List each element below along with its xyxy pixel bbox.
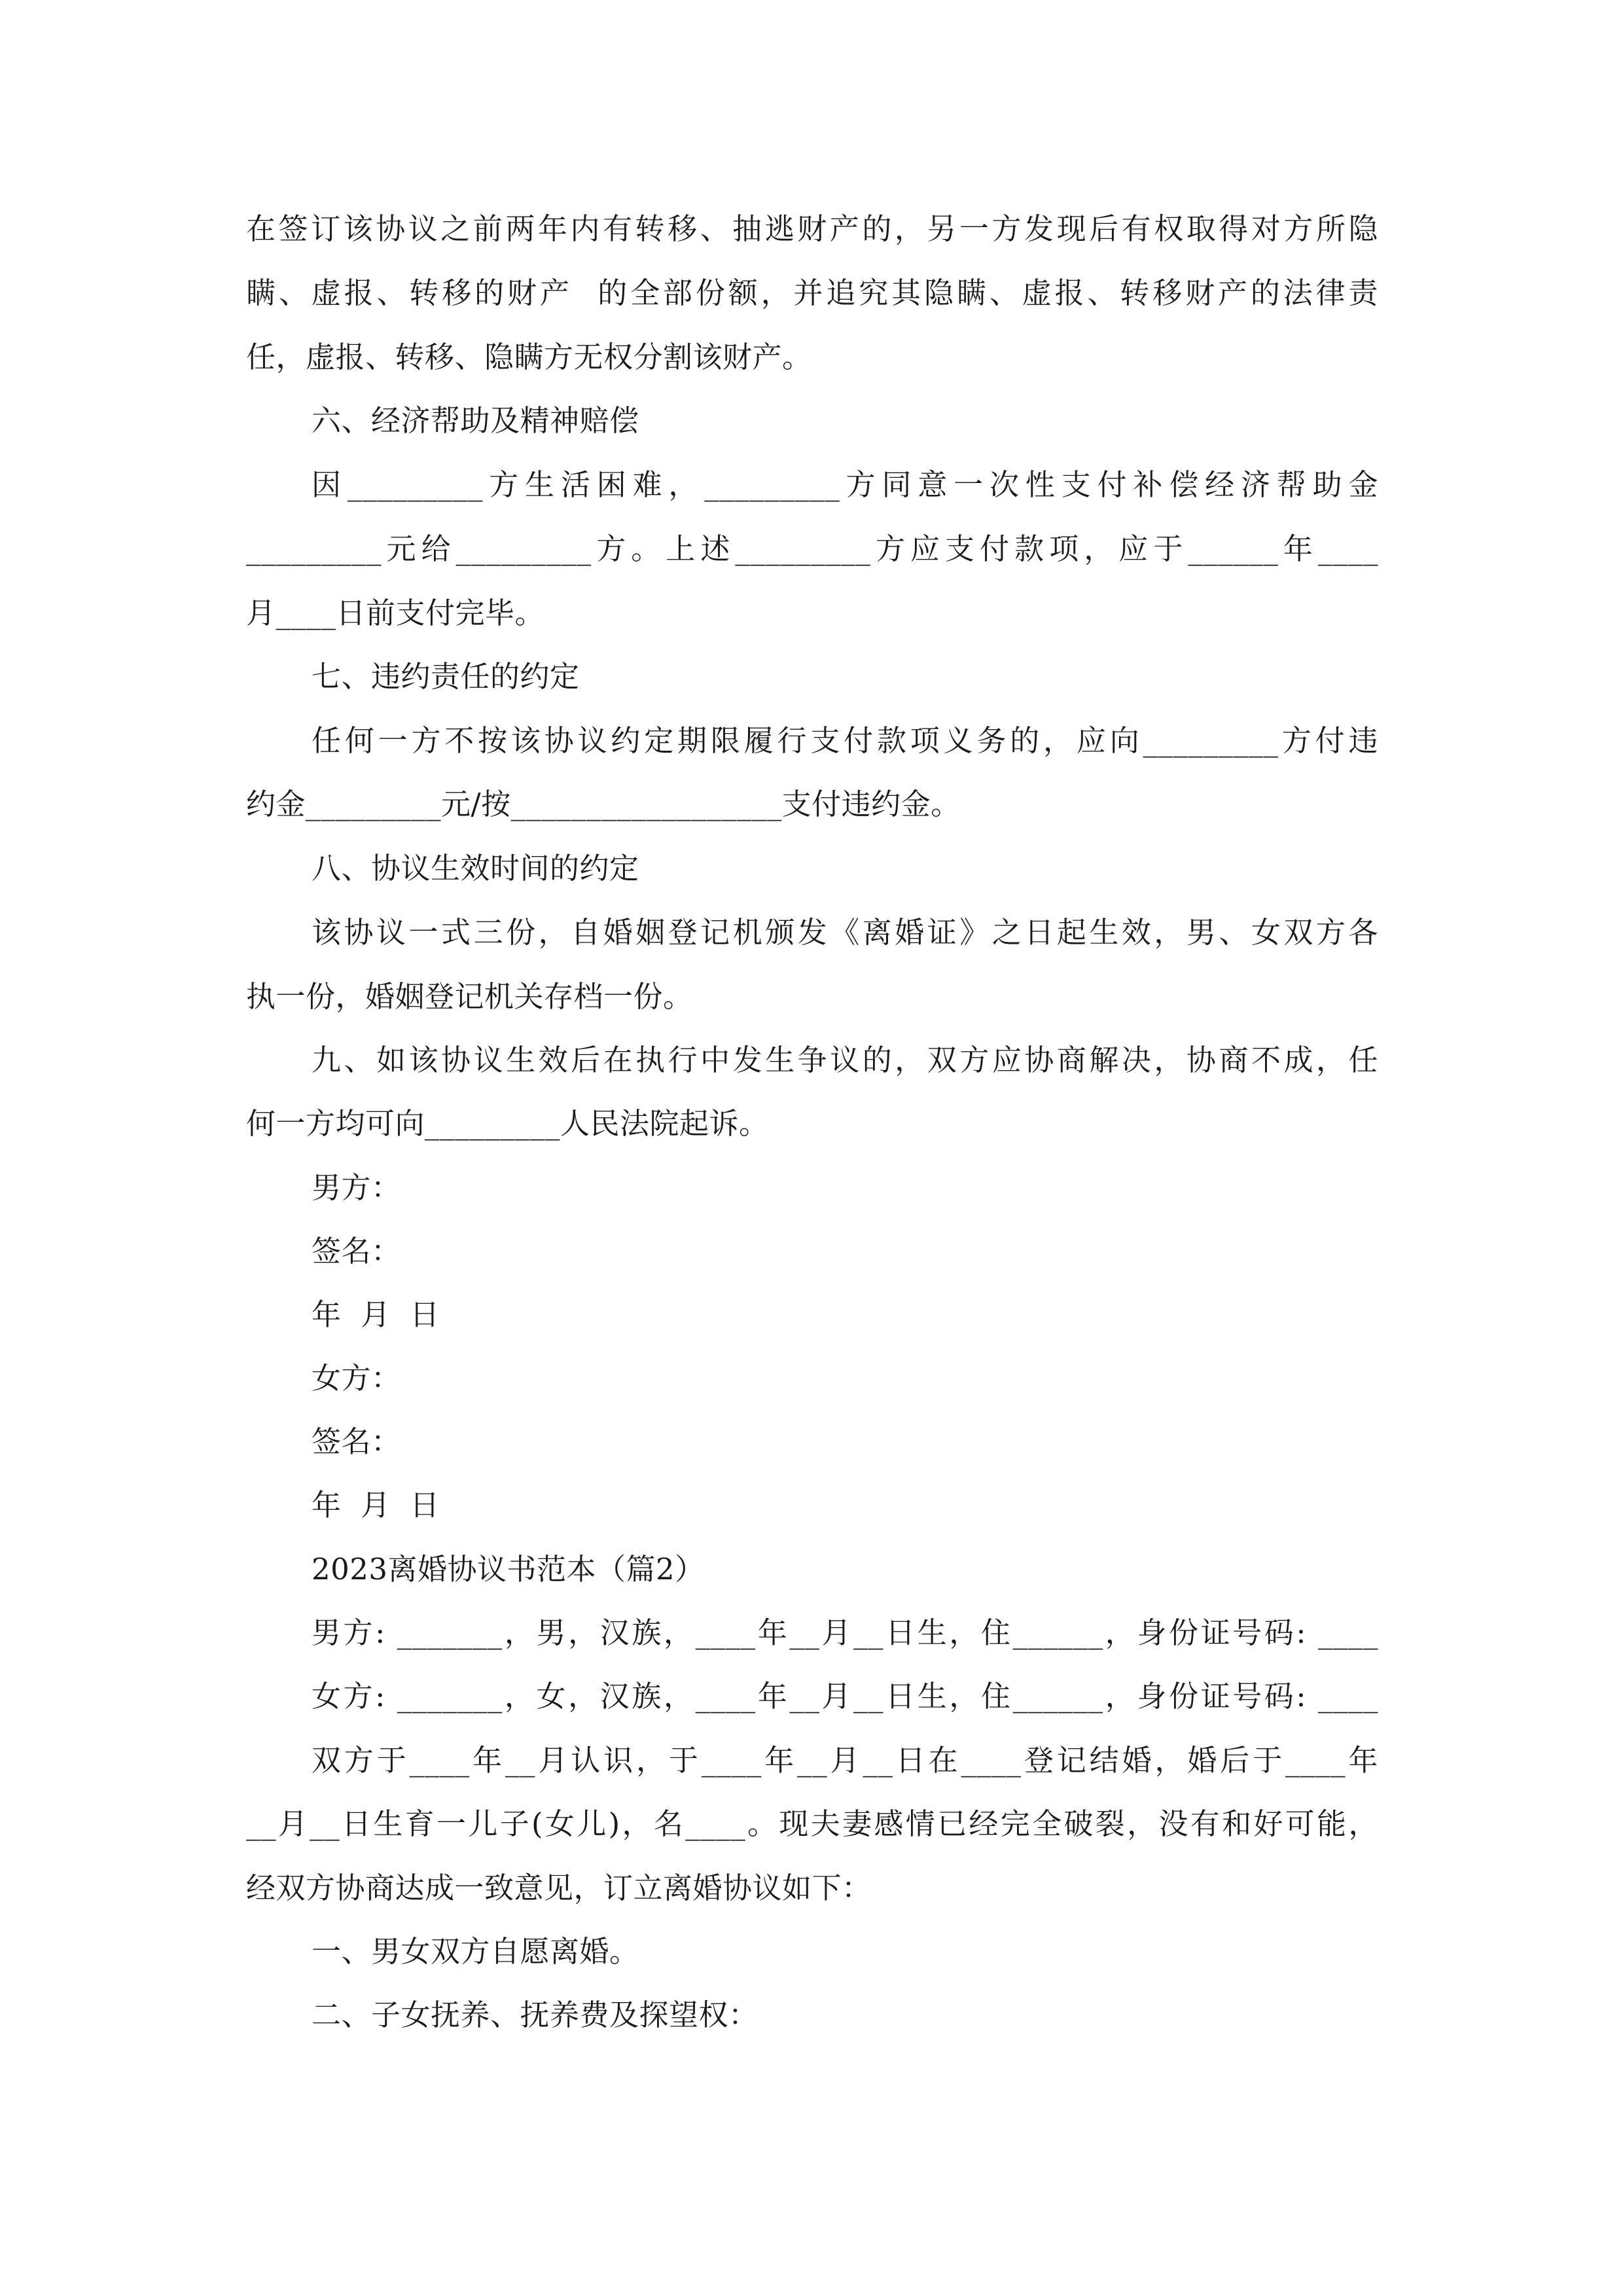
text-line: 因_________方生活困难，_________方同意一次性支付补偿经济帮助金: [312, 467, 1378, 502]
date-label: 年 月 日: [312, 1488, 440, 1522]
text-line: 约金_________元/按__________________支付违约金。: [246, 787, 961, 821]
text-line: 月____日前支付完毕。: [246, 596, 545, 630]
text-line: _________元给_________方。上述_________方应支付款项，应于______年____: [246, 531, 1378, 566]
section-heading: 八、协议生效时间的约定: [312, 851, 639, 886]
text-line: 经双方协商达成一致意见，订立离婚协议如下：: [246, 1871, 872, 1905]
text-line: 该协议一式三份，自婚姻登记机颁发《离婚证》之日起生效，男、女双方各: [312, 915, 1378, 950]
section-heading: 六、经济帮助及精神赔偿: [312, 403, 639, 438]
signature-label: 男方：: [312, 1170, 401, 1205]
text-line: 执一份，婚姻登记机关存档一份。: [246, 979, 693, 1014]
signature-label: 签名：: [312, 1424, 401, 1459]
text-line: __月__日生育一儿子(女儿)，名____。现夫妻感情已经完全破裂，没有和好可能，: [246, 1806, 1378, 1841]
text-line: 任，虚报、转移、隐瞒方无权分割该财产。: [246, 340, 812, 374]
text-line: 何一方均可向_________人民法院起诉。: [246, 1106, 769, 1141]
text-line: 在签订该协议之前两年内有转移、抽逃财产的，另一方发现后有权取得对方所隐: [246, 211, 1378, 246]
section-heading: 二、子女抚养、抚养费及探望权：: [312, 1998, 758, 2032]
text-line: 瞒、虚报、转移的财产 的全部份额，并追究其隐瞒、虚报、转移财产的法律责: [246, 276, 1378, 310]
text-line: 男方: _______，男，汉族，____年__月__日生，住______，身份证号码: ____: [312, 1615, 1378, 1650]
signature-label: 女方：: [312, 1361, 401, 1395]
text-line: 任何一方不按该协议约定期限履行支付款项义务的，应向_________方付违: [312, 723, 1378, 758]
signature-label: 签名：: [312, 1234, 401, 1268]
text-line: 双方于____年__月认识，于____年__月__日在____登记结婚，婚后于____年: [312, 1743, 1378, 1778]
text-line: 女方: _______，女，汉族，____年__月__日生，住______，身份证号码: ____: [312, 1679, 1378, 1713]
document-title: 2023离婚协议书范本（篇2）: [312, 1552, 705, 1587]
section-heading: 七、违约责任的约定: [312, 659, 580, 694]
section-heading: 一、男女双方自愿离婚。: [312, 1934, 639, 1969]
text-line: 九、如该协议生效后在执行中发生争议的，双方应协商解决，协商不成，任: [312, 1043, 1378, 1077]
date-label: 年 月 日: [312, 1297, 440, 1332]
